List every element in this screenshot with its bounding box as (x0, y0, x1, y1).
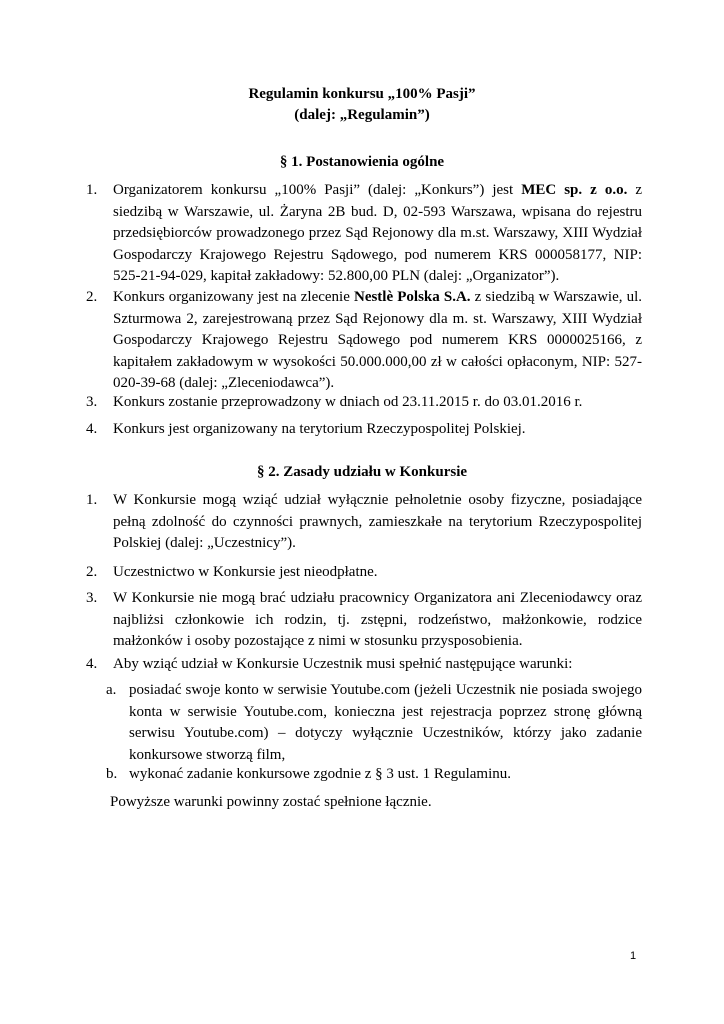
item-text: Konkurs jest organizowany na terytorium Rzeczypospolitej Polskiej. (113, 421, 526, 437)
document-subtitle: (dalej: „Regulamin”) (294, 107, 430, 123)
page-number: 1 (630, 950, 637, 962)
subitem-letter: b. (106, 766, 118, 782)
subitem-letter: a. (106, 682, 117, 698)
organizer-name: MEC sp. z o.o. (521, 182, 628, 198)
item-number: 1. (86, 182, 98, 198)
section-1-item-2 (86, 287, 642, 395)
section-2-heading: § 2. Zasady udziału w Konkursie (256, 464, 468, 480)
section-1-item-3 (86, 392, 642, 414)
section-2-item-1 (86, 490, 642, 555)
item-text: W Konkursie nie mogą brać udziału pracownicy Organizatora ani Zleceniodawcy oraz najbliżsi członkowie ich rodzin, tj. zstępni, rodzeństwo, małżonkowie, rodzice małżonków i osoby pozostające z nimi w stosunku przysposobienia. (113, 590, 642, 649)
item-number: 3. (86, 590, 98, 606)
item-number: 4. (86, 656, 98, 672)
item-text: Organizatorem konkursu „100% Pasji” (dalej: „Konkurs”) jest MEC sp. z o.o. z siedzibą w Warszawie, ul. Żaryna 2B bud. D, 02-593 Warszawa, wpisana do rejestru przedsiębiorców prowadzonego przez Sąd Rejonowy dla m.st. Warszawy, XIII Wydział Gospodarczy Krajowego Rejestru Sądowego, pod numerem KRS 000058177, NIP: 525-21-94-029, kapitał zakładowy: 52.800,00 PLN (dalej: „Organizator”). (113, 182, 642, 284)
section-1-item-1 (86, 180, 642, 288)
item-number: 2. (86, 289, 98, 305)
section-2-item-4 (86, 654, 642, 676)
section-1-heading: § 1. Postanowienia ogólne (279, 154, 445, 170)
section-1-item-4 (86, 419, 642, 441)
item-number: 4. (86, 421, 98, 437)
item-text: Konkurs organizowany jest na zlecenie Nestlè Polska S.A. z siedzibą w Warszawie, ul. Szturmowa 2, zarejestrowaną przez Sąd Rejonowy dla m. st. Warszawy, XIII Wydział Gospodarczy Krajowego Rejestru Sądowego pod numerem KRS 0000025166, z kapitałem zakładowym w wysokości 50.000.000,00 zł w całości opłaconym, NIP: 527-020-39-68 (dalej: „Zleceniodawca”). (113, 289, 642, 391)
item-number: 2. (86, 564, 98, 580)
closing-note: Powyższe warunki powinny zostać spełnione łącznie. (110, 794, 432, 810)
subitem-text: posiadać swoje konto w serwisie Youtube.com (jeżeli Uczestnik nie posiada swojego konta w serwisie Youtube.com, konieczna jest rejestracja poprzez stronę główną serwisu Youtube.com) – dotyczy wyłącznie Uczestników, którzy jako zadanie konkursowe stworzą film, (129, 682, 642, 763)
document-title: Regulamin konkursu „100% Pasji” (248, 86, 476, 102)
item-text: Uczestnictwo w Konkursie jest nieodpłatne. (113, 564, 378, 580)
client-name: Nestlè Polska S.A. (353, 289, 471, 305)
section-2-item-3 (86, 588, 642, 653)
section-2-subitem-a (106, 680, 642, 766)
item-number: 3. (86, 394, 98, 410)
item-number: 1. (86, 492, 98, 508)
subitem-text: wykonać zadanie konkursowe zgodnie z § 3 ust. 1 Regulaminu. (129, 766, 511, 782)
section-2-subitem-b (106, 764, 642, 786)
item-text: Aby wziąć udział w Konkursie Uczestnik musi spełnić następujące warunki: (113, 656, 573, 672)
item-text: Konkurs zostanie przeprowadzony w dniach od 23.11.2015 r. do 03.01.2016 r. (113, 394, 583, 410)
item-text: W Konkursie mogą wziąć udział wyłącznie pełnoletnie osoby fizyczne, posiadające pełną zdolność do czynności prawnych, zamieszkałe na terytorium Rzeczypospolitej Polskiej (dalej: „Uczestnicy”). (113, 492, 642, 551)
section-2-item-2 (86, 562, 642, 584)
